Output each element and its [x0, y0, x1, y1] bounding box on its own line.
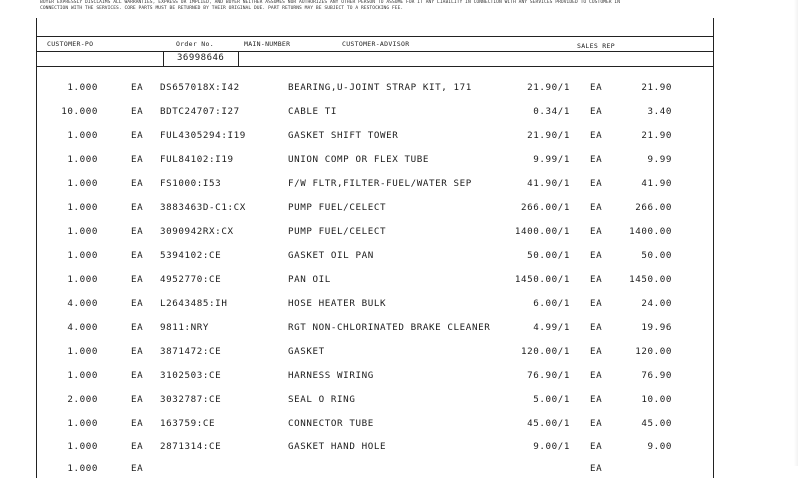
part-number-cell: BDTC24707:I27	[160, 106, 240, 117]
unit-price-cell: 41.90/1	[527, 178, 570, 189]
part-number-cell: FUL4305294:I19	[160, 130, 246, 141]
table-row	[0, 346, 798, 370]
quantity-cell: 1.000	[67, 441, 98, 452]
scan-edge	[794, 0, 798, 466]
description-cell: CABLE TI	[288, 106, 338, 117]
description-cell: PAN OIL	[288, 274, 331, 285]
uom-cell: EA	[131, 274, 144, 285]
table-row	[0, 370, 798, 394]
disclaimer-line: BUYER EXPRESSLY DISCLAIMS ALL WARRANTIES, EXPRESS OR IMPLIED, AND BUYER NEITHER ASSUMES NOR AUTHORIZES ANY OTHER PERSON TO ASSUME FOR IT ANY LIABILITY IN CONNECTION WITH ANY SERVICES PROVIDED TO CUSTOMER IN	[40, 0, 621, 5]
header-divider-right	[238, 51, 239, 66]
part-number-cell: 3032787:CE	[160, 394, 222, 405]
quantity-cell: 2.000	[67, 394, 98, 405]
quantity-cell: 1.000	[67, 346, 98, 357]
uom-cell: EA	[131, 250, 144, 261]
extended-price-cell: 120.00	[635, 346, 672, 357]
description-cell: PUMP FUEL/CELECT	[288, 226, 387, 237]
table-row	[0, 298, 798, 322]
quantity-cell: 1.000	[67, 226, 98, 237]
part-number-cell: 2871314:CE	[160, 441, 222, 452]
part-number-cell: 3871472:CE	[160, 346, 222, 357]
header-order-no: Order No.	[176, 40, 214, 48]
uom-cell: EA	[131, 106, 144, 117]
table-row	[0, 226, 798, 250]
table-row	[0, 274, 798, 298]
extended-price-cell: 76.90	[641, 370, 672, 381]
price-uom-cell: EA	[590, 82, 603, 93]
description-cell: F/W FLTR,FILTER-FUEL/WATER SEP	[288, 178, 472, 189]
quantity-cell: 4.000	[67, 322, 98, 333]
uom-cell: EA	[131, 394, 144, 405]
description-cell: GASKET SHIFT TOWER	[288, 130, 399, 141]
description-cell: PUMP FUEL/CELECT	[288, 202, 387, 213]
extended-price-cell: 21.90	[641, 130, 672, 141]
price-uom-cell: EA	[590, 298, 603, 309]
price-uom-cell: EA	[590, 178, 603, 189]
header-mid-rule	[36, 51, 713, 52]
quantity-cell: 1.000	[67, 418, 98, 429]
quantity-cell: 4.000	[67, 298, 98, 309]
part-number-cell: 5394102:CE	[160, 250, 222, 261]
extended-price-cell: 45.00	[641, 418, 672, 429]
header-main-number: MAIN-NUMBER	[244, 40, 291, 48]
header-divider-left	[163, 51, 164, 66]
quantity-cell: 1.000	[67, 370, 98, 381]
quantity-cell: 1.000	[67, 250, 98, 261]
unit-price-cell: 50.00/1	[527, 250, 570, 261]
extended-price-cell: 1400.00	[629, 226, 672, 237]
quantity-cell: 1.000	[67, 130, 98, 141]
price-uom-cell: EA	[590, 441, 603, 452]
unit-price-cell: 6.00/1	[533, 298, 570, 309]
price-uom-cell: EA	[590, 106, 603, 117]
unit-price-cell: 9.00/1	[533, 441, 570, 452]
extended-price-cell: 10.00	[641, 394, 672, 405]
header-sales-rep: SALES REP	[577, 42, 615, 50]
unit-price-cell: 4.99/1	[533, 322, 570, 333]
description-cell: CONNECTOR TUBE	[288, 418, 374, 429]
header-customer-po: CUSTOMER-PO	[47, 40, 94, 48]
table-row	[0, 394, 798, 418]
unit-price-cell: 76.90/1	[527, 370, 570, 381]
description-cell: UNION COMP OR FLEX TUBE	[288, 154, 430, 165]
extended-price-cell: 24.00	[641, 298, 672, 309]
table-row	[0, 250, 798, 274]
description-cell: GASKET HAND HOLE	[288, 441, 387, 452]
quantity-cell: 1.000	[67, 154, 98, 165]
extended-price-cell: 9.99	[647, 154, 672, 165]
disclaimer-line: CONNECTION WITH THE SERVICES. CORE PARTS MUST BE RETURNED BY THEIR ORIGINAL DUE. PART RETURNS MAY BE SUBJECT TO A RESTOCKING FEE.	[40, 6, 404, 11]
table-row	[0, 463, 798, 487]
table-row	[0, 418, 798, 442]
price-uom-cell: EA	[590, 322, 603, 333]
quantity-cell: 1.000	[67, 82, 98, 93]
table-row	[0, 154, 798, 178]
uom-cell: EA	[131, 370, 144, 381]
extended-price-cell: 266.00	[635, 202, 672, 213]
uom-cell: EA	[131, 463, 144, 474]
part-number-cell: 4952770:CE	[160, 274, 222, 285]
price-uom-cell: EA	[590, 370, 603, 381]
extended-price-cell: 9.00	[647, 441, 672, 452]
description-cell: SEAL O RING	[288, 394, 356, 405]
unit-price-cell: 5.00/1	[533, 394, 570, 405]
extended-price-cell: 19.96	[641, 322, 672, 333]
unit-price-cell: 120.00/1	[520, 346, 570, 357]
unit-price-cell: 266.00/1	[520, 202, 570, 213]
uom-cell: EA	[131, 298, 144, 309]
uom-cell: EA	[131, 202, 144, 213]
extended-price-cell: 50.00	[641, 250, 672, 261]
unit-price-cell: 0.34/1	[533, 106, 570, 117]
price-uom-cell: EA	[590, 154, 603, 165]
unit-price-cell: 1450.00/1	[514, 274, 570, 285]
price-uom-cell: EA	[590, 418, 603, 429]
extended-price-cell: 3.40	[647, 106, 672, 117]
description-cell: GASKET	[288, 346, 325, 357]
table-row	[0, 441, 798, 465]
part-number-cell: FUL84102:I19	[160, 154, 234, 165]
extended-price-cell: 41.90	[641, 178, 672, 189]
part-number-cell: 9811:NRY	[160, 322, 210, 333]
header-bottom-rule	[36, 66, 713, 67]
description-cell: RGT NON-CHLORINATED BRAKE CLEANER	[288, 322, 491, 333]
description-cell: GASKET OIL PAN	[288, 250, 374, 261]
header-customer-advisor: CUSTOMER-ADVISOR	[342, 40, 410, 48]
price-uom-cell: EA	[590, 130, 603, 141]
uom-cell: EA	[131, 226, 144, 237]
price-uom-cell: EA	[590, 202, 603, 213]
disclaimer-text	[40, 0, 710, 12]
part-number-cell: 163759:CE	[160, 418, 216, 429]
table-row	[0, 322, 798, 346]
uom-cell: EA	[131, 322, 144, 333]
unit-price-cell: 45.00/1	[527, 418, 570, 429]
quantity-cell: 1.000	[67, 178, 98, 189]
description-cell: HOSE HEATER BULK	[288, 298, 387, 309]
table-row	[0, 202, 798, 226]
price-uom-cell: EA	[590, 274, 603, 285]
uom-cell: EA	[131, 418, 144, 429]
part-number-cell: DS657018X:I42	[160, 82, 240, 93]
table-row	[0, 82, 798, 106]
quantity-cell: 1.000	[67, 202, 98, 213]
table-row	[0, 106, 798, 130]
extended-price-cell: 21.90	[641, 82, 672, 93]
header-top-rule	[36, 36, 713, 37]
price-uom-cell: EA	[590, 250, 603, 261]
description-cell: HARNESS WIRING	[288, 370, 374, 381]
uom-cell: EA	[131, 130, 144, 141]
price-uom-cell: EA	[590, 226, 603, 237]
quantity-cell: 1.000	[67, 274, 98, 285]
table-row	[0, 130, 798, 154]
unit-price-cell: 21.90/1	[527, 82, 570, 93]
part-number-cell: 3102503:CE	[160, 370, 222, 381]
uom-cell: EA	[131, 178, 144, 189]
unit-price-cell: 9.99/1	[533, 154, 570, 165]
price-uom-cell: EA	[590, 394, 603, 405]
part-number-cell: FS1000:I53	[160, 178, 222, 189]
uom-cell: EA	[131, 82, 144, 93]
description-cell: BEARING,U-JOINT STRAP KIT, 171	[288, 82, 472, 93]
table-row	[0, 178, 798, 202]
uom-cell: EA	[131, 441, 144, 452]
order-number-value: 36998646	[177, 53, 225, 63]
unit-price-cell: 21.90/1	[527, 130, 570, 141]
price-uom-cell: EA	[590, 463, 603, 474]
price-uom-cell: EA	[590, 346, 603, 357]
quantity-cell: 1.000	[67, 463, 98, 474]
part-number-cell: 3883463D-C1:CX	[160, 202, 246, 213]
uom-cell: EA	[131, 154, 144, 165]
part-number-cell: 3090942RX:CX	[160, 226, 234, 237]
quantity-cell: 10.000	[61, 106, 98, 117]
unit-price-cell: 1400.00/1	[514, 226, 570, 237]
uom-cell: EA	[131, 346, 144, 357]
extended-price-cell: 1450.00	[629, 274, 672, 285]
part-number-cell: L2643485:IH	[160, 298, 228, 309]
